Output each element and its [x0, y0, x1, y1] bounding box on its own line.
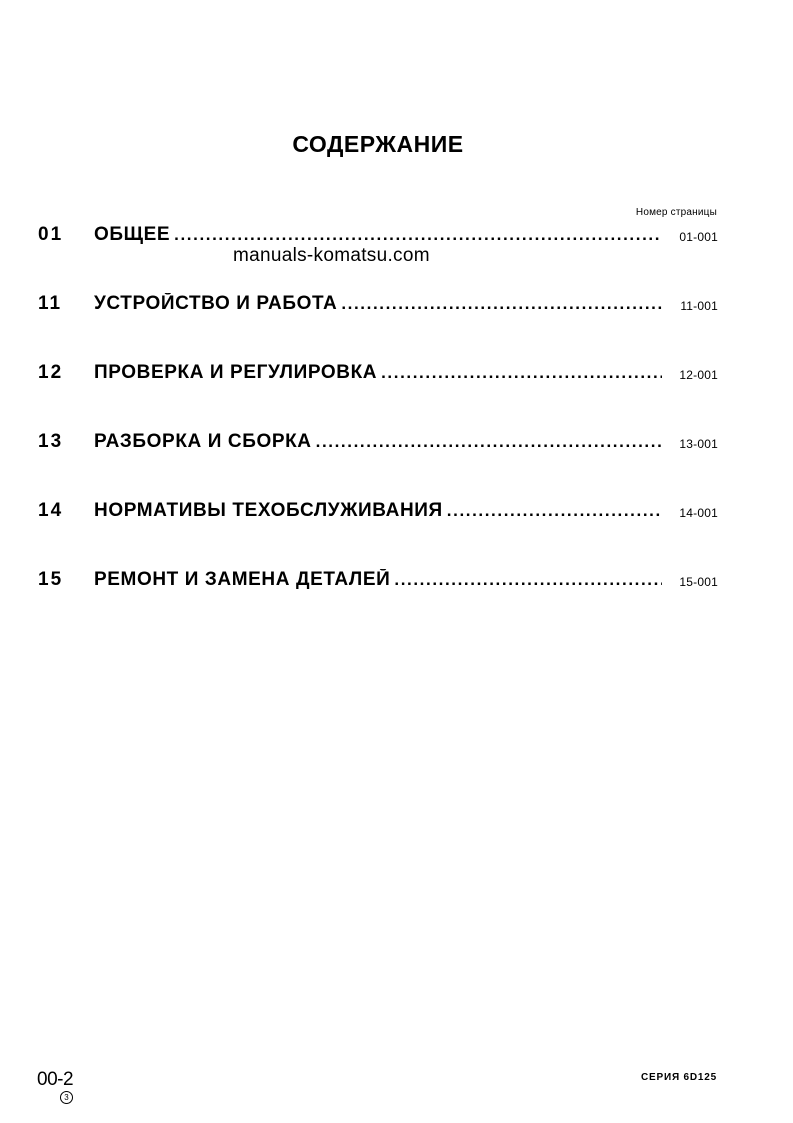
dot-leader — [316, 432, 662, 452]
toc-entry — [94, 569, 662, 591]
toc-entry — [94, 431, 662, 453]
dot-leader — [174, 225, 662, 245]
watermark: manuals-komatsu.com — [233, 245, 430, 266]
dot-leader — [341, 294, 662, 314]
toc-page-number[interactable]: 14-001 — [679, 506, 718, 520]
dot-leader — [447, 501, 662, 521]
toc-section-number: 11 — [38, 293, 63, 314]
toc-section-title[interactable]: РАЗБОРКА И СБОРКА — [94, 431, 312, 452]
toc-page-number[interactable]: 01-001 — [679, 230, 718, 244]
toc-row[interactable] — [38, 362, 718, 386]
toc-entry — [94, 293, 662, 315]
page-title: СОДЕРЖАНИЕ — [292, 131, 464, 157]
toc-row[interactable] — [38, 293, 718, 317]
toc-section-title[interactable]: НОРМАТИВЫ ТЕХОБСЛУЖИВАНИЯ — [94, 500, 443, 521]
toc-page-number[interactable]: 15-001 — [679, 575, 718, 589]
toc-section-title[interactable]: УСТРОЙСТВО И РАБОТА — [94, 293, 338, 314]
footer-page-number: 00-2 — [37, 1069, 74, 1090]
toc-section-title[interactable]: ПРОВЕРКА И РЕГУЛИРОВКА — [94, 362, 378, 383]
toc-section-number: 13 — [38, 431, 64, 452]
toc-section-number: 15 — [38, 569, 64, 590]
toc-entry — [94, 224, 662, 246]
toc-page-number[interactable]: 12-001 — [679, 368, 718, 382]
toc-page-number[interactable]: 13-001 — [679, 437, 718, 451]
dot-leader — [394, 570, 662, 590]
toc-section-number: 01 — [38, 224, 64, 245]
dot-leader — [381, 363, 662, 383]
toc-page-number[interactable]: 11-001 — [680, 299, 718, 313]
toc-row[interactable] — [38, 569, 718, 593]
toc-row[interactable] — [38, 500, 718, 524]
revision-mark: 3 — [60, 1091, 73, 1104]
page-number-column-header: Номер страницы — [635, 207, 717, 218]
toc-entry — [94, 362, 662, 384]
footer-series-label: СЕРИЯ 6D125 — [641, 1072, 717, 1083]
toc-section-title[interactable]: РЕМОНТ И ЗАМЕНА ДЕТАЛЕЙ — [94, 569, 391, 590]
toc-entry — [94, 500, 662, 522]
toc-section-title[interactable]: ОБЩЕЕ — [94, 224, 171, 245]
toc-row[interactable] — [38, 431, 718, 455]
toc-section-number: 12 — [38, 362, 64, 383]
toc-section-number: 14 — [38, 500, 64, 521]
